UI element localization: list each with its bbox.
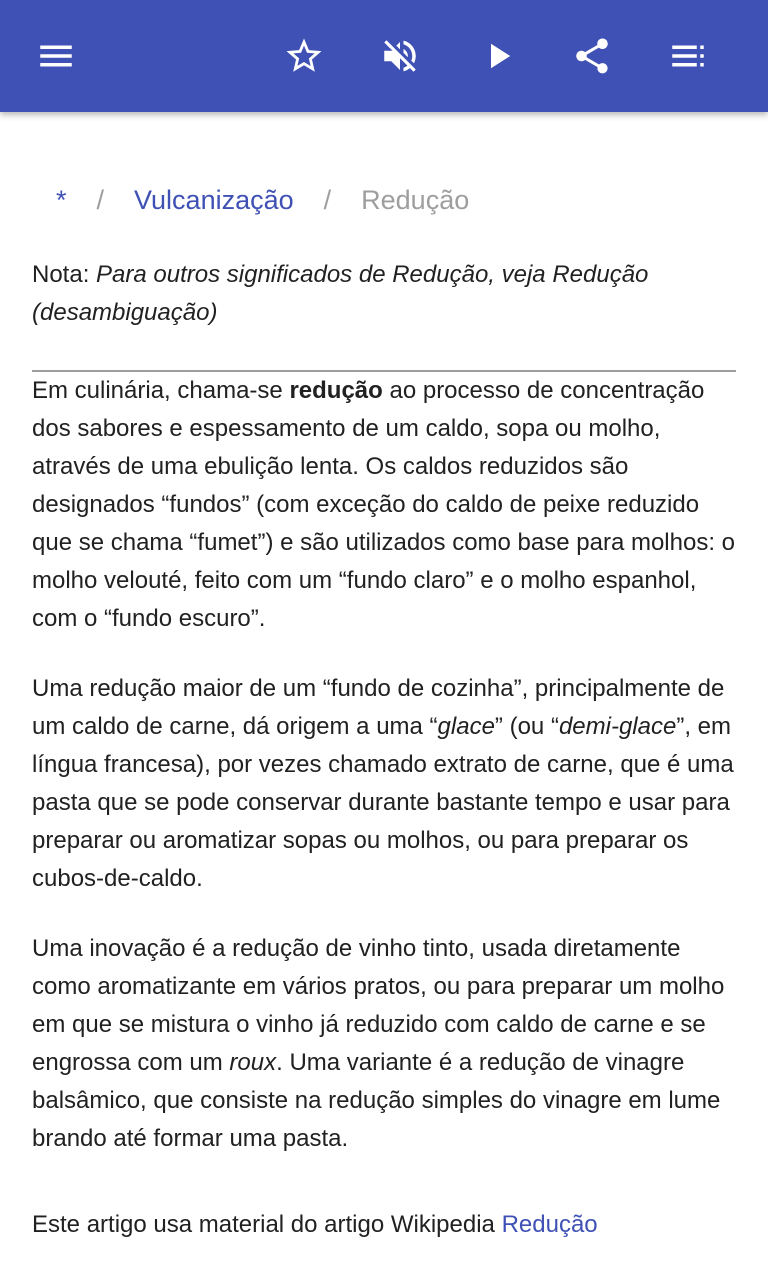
- paragraph-text: Uma inovação é a redução de vinho tinto, usada diretamente como aromatizante em vários pratos, ou para preparar um molho em que se mistura o vinho já reduzido com caldo de carne e se engrossa com um: [32, 935, 725, 1076]
- breadcrumb: [32, 178, 469, 222]
- paragraph-italic: demi-glace: [558, 713, 677, 740]
- paragraph-italic: glace: [437, 713, 495, 740]
- article-paragraph: [32, 930, 736, 1158]
- playlist-icon[interactable]: [658, 26, 718, 86]
- star-outline-icon[interactable]: [274, 26, 334, 86]
- paragraph-text: ”, em língua francesa), por vezes chamado extrato de carne, que é uma pasta que se pode conservar durante bastante tempo e usar para preparar ou aromatizar sopas ou molhos, ou para preparar os cubos-de-caldo.: [32, 713, 734, 892]
- paragraph-text: Uma redução maior de um “fundo de cozinha”, principalmente de um caldo de carne, dá origem a uma “: [32, 675, 725, 740]
- volume-off-icon[interactable]: [370, 26, 430, 86]
- attribution-link[interactable]: Redução: [501, 1211, 598, 1238]
- note-text: Para outros significados de Redução, veja Redução (desambiguação): [32, 261, 649, 326]
- article-content: [32, 256, 736, 1276]
- article-paragraph: [32, 670, 736, 898]
- paragraph-text: ” (ou “: [494, 713, 559, 740]
- attribution-text: Este artigo usa material do artigo Wikipedia: [32, 1211, 502, 1238]
- breadcrumb-root-link[interactable]: *: [56, 184, 67, 215]
- breadcrumb-separator: /: [96, 184, 105, 215]
- attribution: [32, 1206, 736, 1244]
- breadcrumb-separator: /: [323, 184, 332, 215]
- app-toolbar: [0, 0, 768, 112]
- article-paragraph: [32, 372, 736, 638]
- paragraph-text: Em culinária, chama-se: [32, 377, 290, 404]
- paragraph-text: ao processo de concentração dos sabores e espessamento de um caldo, sopa ou molho, através de uma ebulição lenta. Os caldos reduzidos são designados “fundos” (com exceção do caldo de peixe reduzido que se chama “fumet”) e são utilizados como base para molhos: o molho velouté, feito com um “fundo claro” e o molho espanhol, com o “fundo escuro”.: [32, 377, 736, 632]
- disambiguation-note: [32, 256, 736, 332]
- play-icon[interactable]: [468, 26, 528, 86]
- paragraph-bold: redução: [289, 377, 383, 404]
- menu-icon[interactable]: [26, 26, 86, 86]
- note-label: Nota:: [32, 261, 90, 288]
- share-icon[interactable]: [562, 26, 622, 86]
- paragraph-italic: roux: [229, 1049, 277, 1076]
- breadcrumb-parent-link[interactable]: Vulcanização: [134, 184, 294, 215]
- breadcrumb-current: Redução: [361, 184, 470, 215]
- paragraph-text: . Uma variante é a redução de vinagre balsâmico, que consiste na redução simples do vinagre em lume brando até formar uma pasta.: [32, 1049, 721, 1152]
